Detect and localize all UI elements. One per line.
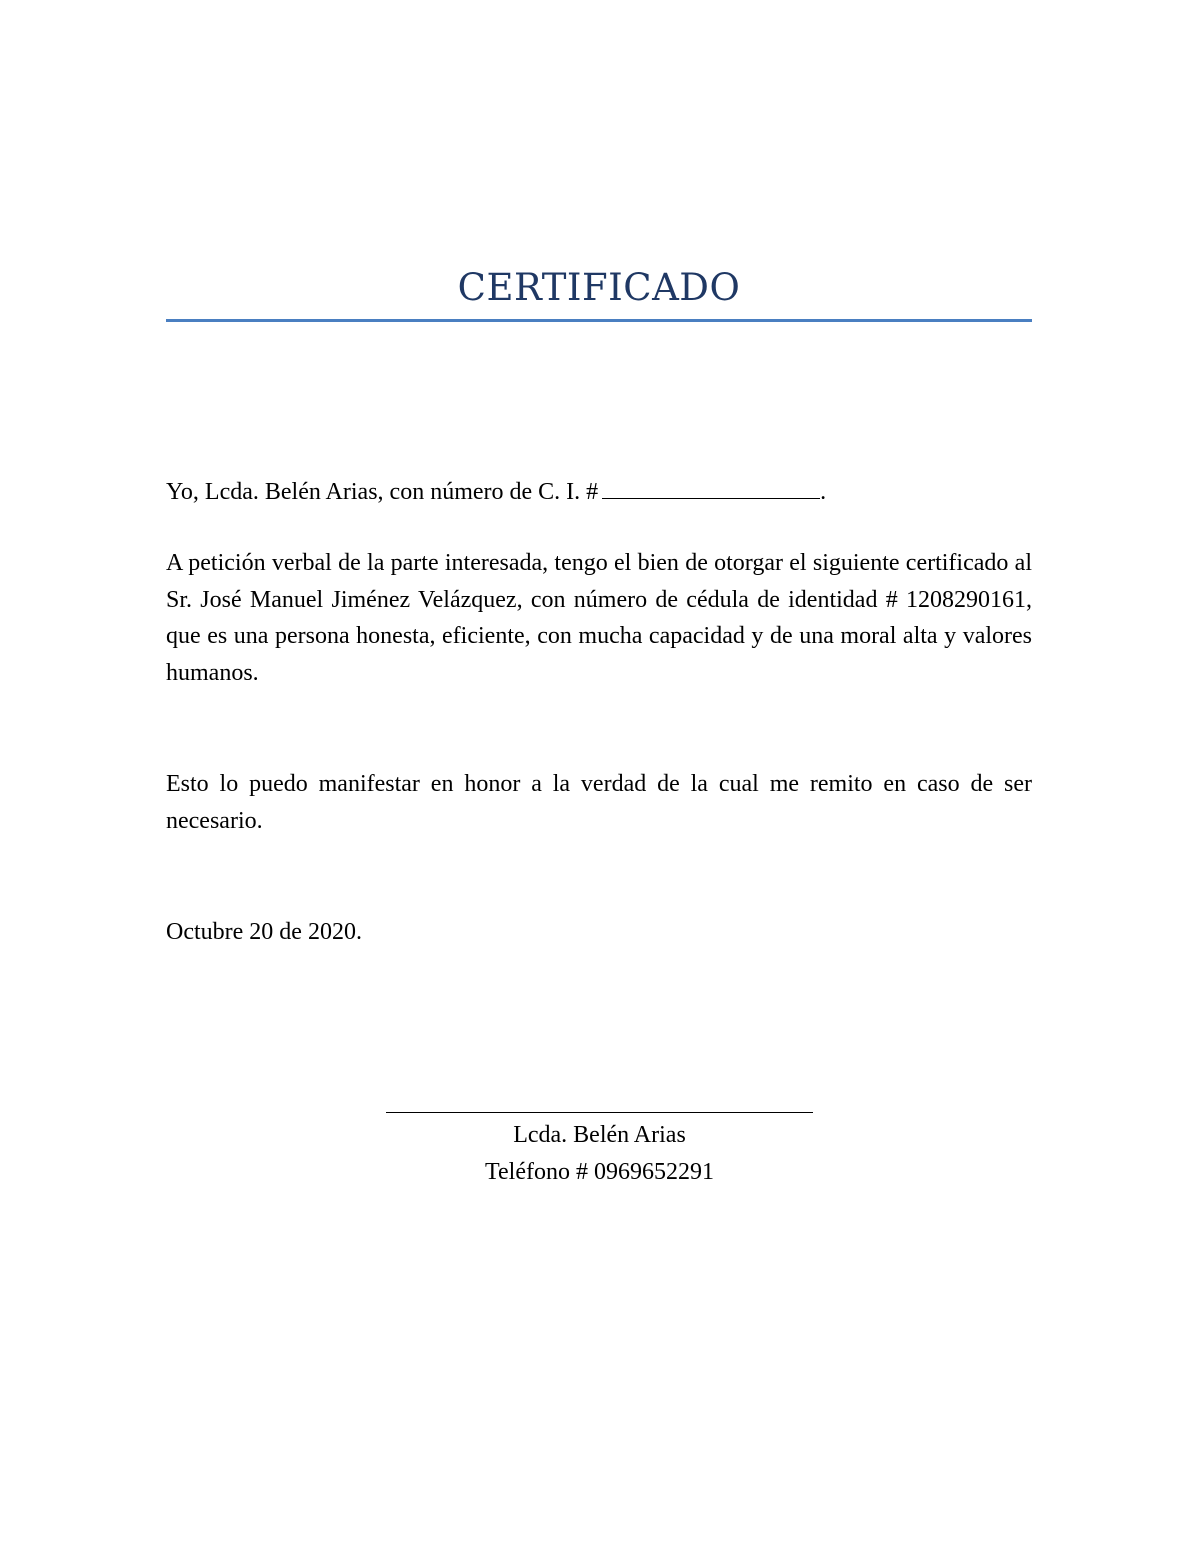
signatory-phone: Teléfono # 0969652291 xyxy=(485,1159,714,1185)
closing-paragraph: Esto lo puedo manifestar en honor a la verdad de la cual me remito en caso de ser necesario. xyxy=(166,771,1032,834)
document-date: Octubre 20 de 2020. xyxy=(166,919,362,945)
intro-period: . xyxy=(820,479,827,505)
id-number-blank xyxy=(602,474,820,499)
intro-line xyxy=(166,474,1032,510)
title-underline xyxy=(166,319,1032,322)
signature-line xyxy=(386,1112,813,1113)
signatory-name: Lcda. Belén Arias xyxy=(513,1122,686,1148)
intro-text: Yo, Lcda. Belén Arias, con número de C. I. # xyxy=(166,479,599,505)
document-title: CERTIFICADO xyxy=(457,266,741,309)
certification-paragraph: A petición verbal de la parte interesada, tengo el bien de otorgar el siguiente certificado al Sr. José Manuel Jiménez Velázquez, con número de cédula de identidad # 1208290161, que es una persona honesta, eficiente, con mucha capacidad y de una moral alta y valores humanos. xyxy=(166,550,1032,686)
